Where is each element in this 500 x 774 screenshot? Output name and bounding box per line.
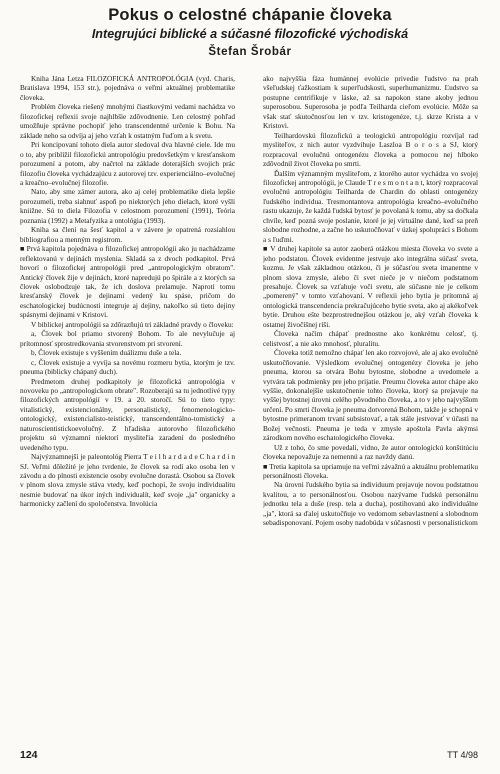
paragraph: ako najvyššia fáza humánnej evolúcie privedie ľudstvo na prah všeľudskej ťažkostiam k superľudskosti, superhumanizmu. Ľudstvo sa postupne centrifikuje v láske, až sa napokon stane akoby jednou superosobou. Superosoba je podľa Teilharda cieľom evolúcie. Môže sa však stať skutočnosťou len v tzv. kristogenéze, t.j. skrze Krista a v Kristovi. xyxy=(263,74,478,131)
list-item: c, Človek existuje a vyvíja sa novému rozmeru bytia, ktorým je tzv. pneuma (biblicky chápaný duch). xyxy=(20,357,235,377)
section-paragraph: ■ V druhej kapitole sa autor zaoberá otázkou miesta človeka vo svete a jeho podstatou. Človek evidentne jestvuje ako integrálna súčasť sveta, kozmu. Je však základnou otázkou, či je súčasťou sveta imanentne v plnom slova zmysle, alebo či svet nieče je v niečom podstatnom presahuje. Človek sa vzťahuje voči svetu, ale súčasne nie je celkom „pomerený" v tomto vzťahovaní. V reflexii jeho bytia je prítomná aj ontologická transcendencia prekračujúceho bytie sveta, ako aj akékoľvek bytie. Druhou ešte bezprostrednejšou otázkou je, aký vzťah človeka k ostatnej živočíšnej ríši. xyxy=(263,244,478,329)
article-title: Pokus o celostné chápanie človeka xyxy=(108,6,392,24)
paragraph: Ďalším významným mysliteľom, z ktorého autor vychádza vo svojej filozofickej antropológii, je Claude T r e s m o n t a n t, ktorý rozpracoval evolučnú antropológiu Teilharda de Chardin do oblasti ontogenézy ľudského individua. Tresmontantova antropológia kreačno–evolučného rastu ukazuje, že každá ľudská bytosť je povolaná k tomu, aby sa dočkala chvíle, keď pozná svoje poslanie, ktoré je jej virtuálne dané, keď sa preň slobodne rozhodne, a začne ho uskutočňovať v úzkej spolupráci s Bohom a s ľuďmi. xyxy=(263,168,478,244)
paragraph: Najvýznamnejší je paleontológ Pierra T e i l h a r d a d e C h a r d i n SJ. Veľmi dôležité je jeho tvrdenie, že človek sa rodí ako osoba len v závodu a do plnosti existencie osoby evolučne dorastá. Osobou sa človek v plnom slova zmysle stáva vtedy, keď pochopí, že svoju individualitu nesmie budovať na úkor iných individualít, keď svoje „ja" organicky a harmonicky začlení do spoločenstva. Involúcia xyxy=(20,452,235,509)
page-number: 124 xyxy=(20,749,38,761)
paragraph: Kniha Jána Letza FILOZOFICKÁ ANTROPOLÓGIA (vyd. Charis, Bratislava 1994, 153 str.), pojednáva o veľmi aktuálnej problematike človeka. xyxy=(20,74,235,102)
section-paragraph: ■ Prvá kapitola pojednáva o filozofickej antropológii ako ju nachádzame reflektovanú v dejinách myslenia. Skladá sa z dvoch podkapitol. Prvá hovorí o filozofickej antropológii pred „antropologickým obratom". Antický človek žije v dejinách, ktoré napredujú po špirále a z ktorých sa človek oslobodzuje tak, že ich doslova prelamuje. Naproti tomu kresťanský človek je dejinami vedený ku spáse, pričom do eschatologickej budúcnosti integruje aj dejiny, nakoľko sú tieto dejiny spásnymi dejinami v Kristovi. xyxy=(20,244,235,320)
article-author: Štefan Šrobár xyxy=(208,46,292,58)
article-subtitle: Integrujúci biblické a súčasné filozofické východiská xyxy=(91,27,409,41)
paragraph: Teilhardovskú filozofickú a teologickú antropológiu rozvíjal rad mysliteľov, z nich autor vyzdvihuje Laszloa B o r o s a SJ, ktorý rozpracoval evolučnú ontogenézu človeka a pomocou nej hlboko zdôvodnil život človeka po smrti. xyxy=(263,130,478,169)
section-paragraph: ■ Tretia kapitola sa upriamuje na veľmi závažnú a aktuálnu problematiku personálnosti človeka. xyxy=(263,461,478,481)
paragraph: Už z toho, čo sme povedali, vidno, že autor ontologickú konštitúciu človeka nepovažuje za nemennú a raz navždy danú. xyxy=(263,442,478,462)
paragraph: Na úrovni ľudského bytia sa individuum prejavuje novou podstatnou kvalitou, a to personálnosťou. Osobou nazývame ľudskú personálnu jednotku tela a duše (resp. tela a ducha), postihovanú ako individuálne „ja", ktorá sa ďalej uskutočňuje vo vedomom sebavlastnení a slobodnom sebadisponovaní. Pojem osoby nadobúda v súčasnosti v personalistickom xyxy=(263,480,478,528)
list-item: b, Človek existuje s vyššením duálizmu duše a tela. xyxy=(31,348,182,358)
paragraph: Človeka načim chápať prednostne ako konkrétnu celosť, tj. celistvosť, a nie ako mnohosť, pluralitu. xyxy=(263,329,478,348)
right-column xyxy=(263,74,478,736)
paragraph: Pri koncipovaní tohoto diela autor sledoval dva hlavné ciele. Ide mu o to, aby priblížil filozofickú antropológiu predovšetkým v kresťanskom porozumení a potom, aby načrtol na základe doterajších svojich prác filozofiu človeka vychádzajúcu z autorovej tzv. experienciálno–evolučnej a kreačno–evolučnej filozofie. xyxy=(20,140,235,187)
paragraph: Predmetom druhej podkapitoly je filozofická antropológia v novoveku po „antropologickom obrate". Rozoberajú sa tu jednotlivé typy filozofických antropológií v 19. a 20. storočí. Sú to tieto typy: vitalistický, existencionálny, personalistický, fenomenologicko-ontologický, existencialisto-teistický, transcendentálno-tomistický a naturoscientistickoevolučný. Z hľadiska autorovho filozofického projektu sú významní niektorí mysliteľia zaradení do posledného uvedeného typu. xyxy=(20,376,235,452)
paragraph: Problém človeka riešený mnohými čiastkovými vedami nachádza vo filozofickej reflexii svoje najhlbšie zdôvodnenie. Len celostný pohľad umožňuje správne pochopiť jeho transcendentné určenie k Bohu. Na základe neho sa odvíja aj jeho vzťah k ostatným ľuďom a k svetu. xyxy=(20,102,235,140)
paragraph: V biblickej antropológii sa zdôrazňujú tri základné pravdy o človeku: xyxy=(31,319,234,329)
paragraph: Človeka totiž nemožno chápať len ako rozvojové, ale aj ako evolučné uskutočňovanie. Výsledkom evolučnej ontogenézy človeka je jeho pneuma, ktorou sa otvára Bohu bytostne, slobodne a uvedomele a vytvára tak podmienky pre jeho prijatie. Preumu človeka autor chápe ako vyššie, dokonalejšie uskutočnenie tohto človeka, ktorý sa prejavuje na vyššej bytostnej úrovni celého pôvodného človeka, a to v jeho najvyššom určení. Po smrti človeka je pneuma dotvorená Bohom, takže je schopná v bytostne primeranom trvaní subsistovať, a tak stále jestvovať v účasti na Božej večnosti. Pneuma je teda v zmysle apoštola Pavla akýmsi zárodkom nového eschatologického človeka. xyxy=(263,348,478,443)
list-item: a, Človek bol priamo stvorený Bohom. To ale nevylučuje aj prítomnosť sprostredkovania stvorenstvom pri stvorení. xyxy=(20,329,235,348)
left-column xyxy=(20,74,235,736)
paragraph: Nato, aby sme zámer autora, ako aj celej problematike diela lepšie porozumeli, treba siahnuť aspoň po niektorých jeho dielach, ktoré vyšli kniižne. Sú to diela Filozofia v celostnom porozumení (1991), Teória poznania (1992) a Metafyzika a ontológia (1993). xyxy=(20,187,235,225)
paragraph: Kniha sa člení na šesť kapitol a v závere je opatrená rozsiahlou bibliografiou a menným registrom. xyxy=(20,225,235,244)
journal-issue: TT 4/98 xyxy=(447,750,478,760)
